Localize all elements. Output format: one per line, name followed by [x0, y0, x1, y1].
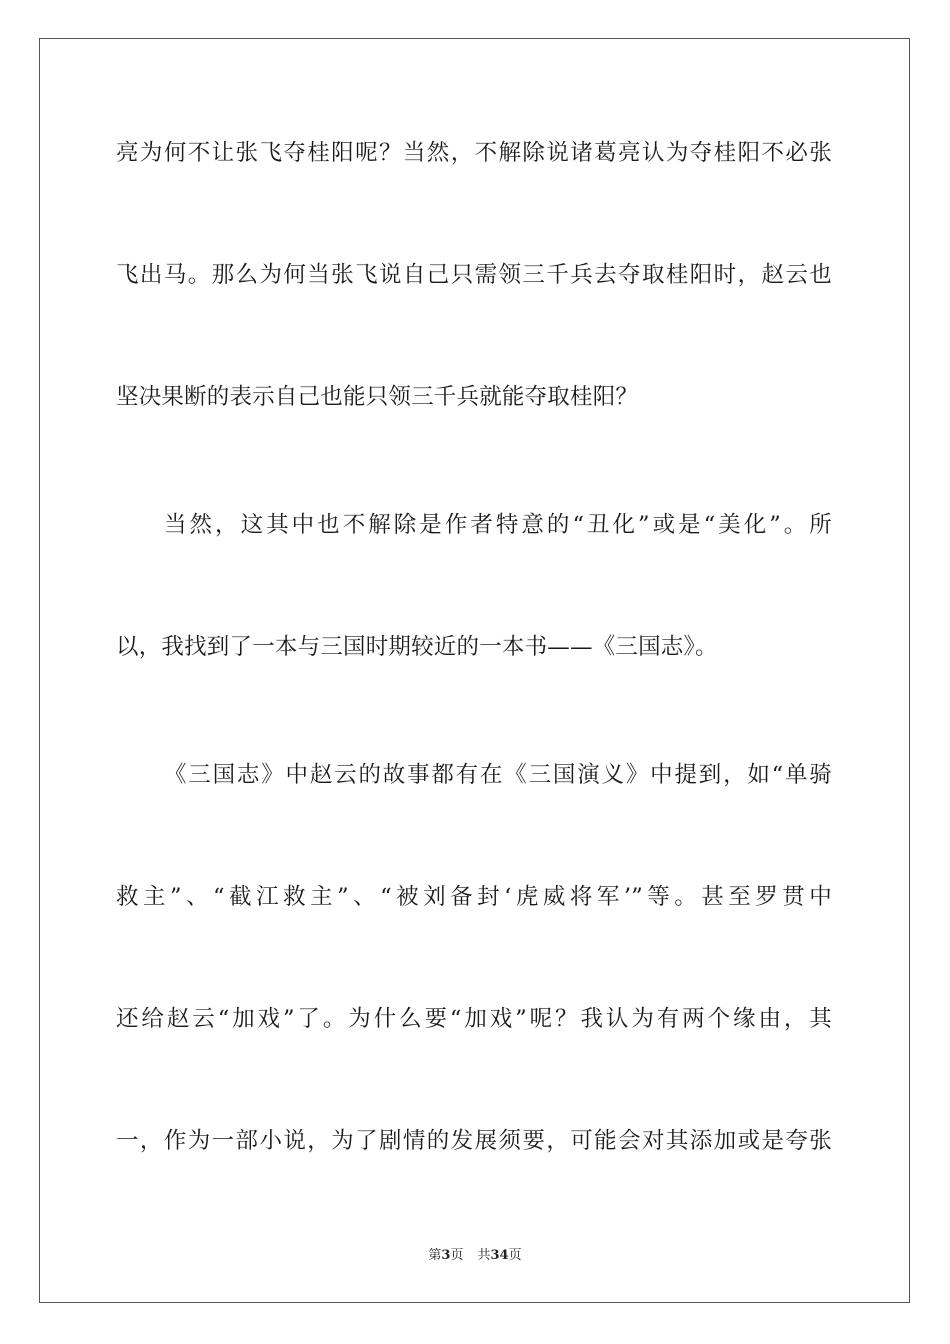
text-line-2: 飞出马。那么为何当张飞说自己只需领三千兵去夺取桂阳时，赵云也: [116, 262, 832, 288]
footer-page-number: 3: [441, 1248, 451, 1263]
footer-total-prefix: 共: [477, 1248, 491, 1263]
page-footer: [0, 1247, 950, 1265]
text-line-1: 亮为何不让张飞夺桂阳呢？当然，不解除说诸葛亮认为夺桂阳不必张: [116, 140, 832, 166]
page-border: [39, 38, 910, 1303]
text-line-5: 以，我找到了一本与三国时期较近的一本书——《三国志》。: [116, 634, 718, 660]
text-line-8: 还给赵云“加戏”了。为什么要“加戏”呢？我认为有两个缘由，其: [116, 1006, 832, 1032]
text-line-4: 当然，这其中也不解除是作者特意的“丑化”或是“美化”。所: [164, 512, 832, 538]
footer-page-prefix: 第: [428, 1248, 442, 1263]
footer-total-suffix: 页: [508, 1248, 522, 1263]
footer-total-pages: 34: [490, 1248, 509, 1263]
footer-page-suffix: 页: [450, 1248, 464, 1263]
text-line-7: 救主”、“截江救主”、“被刘备封‘虎威将军’”等。甚至罗贯中: [116, 884, 832, 910]
text-line-9: 一，作为一部小说，为了剧情的发展须要，可能会对其添加或是夸张: [116, 1128, 832, 1154]
text-line-3: 坚决果断的表示自己也能只领三千兵就能夺取桂阳？: [116, 384, 639, 410]
text-line-6: 《三国志》中赵云的故事都有在《三国演义》中提到，如“单骑: [164, 762, 832, 788]
